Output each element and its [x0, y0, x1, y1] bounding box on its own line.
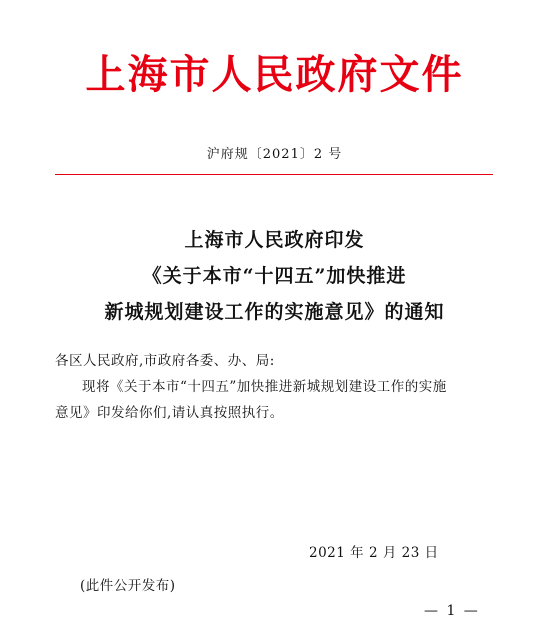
document-title	[0, 222, 549, 330]
body-paragraph	[55, 374, 493, 426]
paragraph-line-1: 现将《关于本市“十四五”加快推进新城规划建设工作的实施	[82, 379, 447, 395]
paragraph-line-2: 意见》印发给你们,请认真按照执行。	[55, 405, 284, 421]
addressee: 各区人民政府,市政府各委、办、局:	[55, 353, 275, 369]
publication-note: (此件公开发布)	[80, 578, 176, 594]
issue-date: 2021 年 2 月 23 日	[309, 545, 439, 561]
document-number: 沪府规〔2021〕2 号	[206, 147, 343, 162]
masthead-title: 上海市人民政府文件	[85, 51, 464, 98]
title-line-2: 《关于本市“十四五”加快推进	[142, 265, 407, 287]
title-line-3: 新城规划建设工作的实施意见》的通知	[104, 301, 445, 323]
page-number: — 1 —	[424, 603, 480, 619]
title-line-1: 上海市人民政府印发	[184, 229, 365, 251]
red-divider-rule	[55, 174, 493, 175]
